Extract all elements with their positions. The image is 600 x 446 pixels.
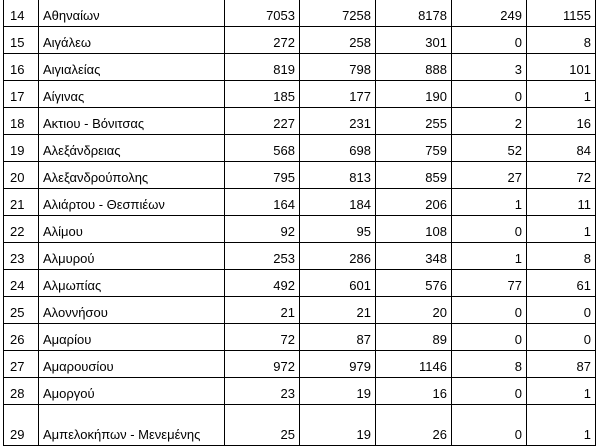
value-col-4: 0 <box>452 81 527 108</box>
value-col-2: 95 <box>300 216 376 243</box>
table-row <box>4 0 596 27</box>
value-col-4: 0 <box>452 216 527 243</box>
value-col-3: 206 <box>376 189 452 216</box>
value-col-3: 190 <box>376 81 452 108</box>
row-index: 15 <box>4 27 39 54</box>
value-col-4: 1 <box>452 189 527 216</box>
value-col-3: 888 <box>376 54 452 81</box>
table-row <box>4 351 596 378</box>
value-col-5: 72 <box>527 162 596 189</box>
value-col-4: 77 <box>452 270 527 297</box>
row-index: 25 <box>4 297 39 324</box>
value-col-3: 26 <box>376 405 452 446</box>
table-row <box>4 189 596 216</box>
value-col-4: 52 <box>452 135 527 162</box>
value-col-1: 72 <box>225 324 300 351</box>
value-col-2: 19 <box>300 378 376 405</box>
row-index: 17 <box>4 81 39 108</box>
value-col-2: 231 <box>300 108 376 135</box>
value-col-5: 1 <box>527 81 596 108</box>
municipality-name: Αλεξάνδρειας <box>39 135 225 162</box>
value-col-2: 19 <box>300 405 376 446</box>
value-col-4: 0 <box>452 405 527 446</box>
value-col-3: 1146 <box>376 351 452 378</box>
value-col-1: 23 <box>225 378 300 405</box>
value-col-5: 0 <box>527 324 596 351</box>
table-row <box>4 324 596 351</box>
value-col-5: 101 <box>527 54 596 81</box>
value-col-2: 7258 <box>300 0 376 27</box>
value-col-4: 0 <box>452 27 527 54</box>
data-table <box>3 0 596 446</box>
table-row <box>4 27 596 54</box>
municipality-name: Αμαρουσίου <box>39 351 225 378</box>
table-row <box>4 108 596 135</box>
value-col-1: 819 <box>225 54 300 81</box>
value-col-1: 7053 <box>225 0 300 27</box>
value-col-2: 258 <box>300 27 376 54</box>
value-col-3: 255 <box>376 108 452 135</box>
value-col-2: 979 <box>300 351 376 378</box>
municipality-name: Αίγινας <box>39 81 225 108</box>
row-index: 20 <box>4 162 39 189</box>
value-col-5: 1 <box>527 378 596 405</box>
value-col-5: 1155 <box>527 0 596 27</box>
municipality-name: Αλμυρού <box>39 243 225 270</box>
row-index: 28 <box>4 378 39 405</box>
value-col-5: 61 <box>527 270 596 297</box>
value-col-3: 759 <box>376 135 452 162</box>
row-index: 23 <box>4 243 39 270</box>
value-col-5: 11 <box>527 189 596 216</box>
value-col-2: 177 <box>300 81 376 108</box>
municipality-name: Αθηναίων <box>39 0 225 27</box>
row-index: 19 <box>4 135 39 162</box>
municipality-name: Αλεξανδρούπολης <box>39 162 225 189</box>
value-col-5: 1 <box>527 405 596 446</box>
municipality-name: Ακτιου - Βόνιτσας <box>39 108 225 135</box>
municipality-name: Αμαρίου <box>39 324 225 351</box>
value-col-1: 185 <box>225 81 300 108</box>
value-col-1: 795 <box>225 162 300 189</box>
value-col-2: 87 <box>300 324 376 351</box>
value-col-3: 301 <box>376 27 452 54</box>
table-row <box>4 405 596 446</box>
table-row <box>4 81 596 108</box>
row-index: 14 <box>4 0 39 27</box>
value-col-1: 21 <box>225 297 300 324</box>
value-col-4: 0 <box>452 297 527 324</box>
value-col-4: 1 <box>452 243 527 270</box>
value-col-1: 25 <box>225 405 300 446</box>
value-col-1: 972 <box>225 351 300 378</box>
row-index: 26 <box>4 324 39 351</box>
table-row <box>4 216 596 243</box>
table-row <box>4 162 596 189</box>
value-col-3: 89 <box>376 324 452 351</box>
value-col-3: 108 <box>376 216 452 243</box>
value-col-5: 1 <box>527 216 596 243</box>
value-col-2: 601 <box>300 270 376 297</box>
value-col-2: 798 <box>300 54 376 81</box>
value-col-4: 0 <box>452 324 527 351</box>
municipality-name: Αλοννήσου <box>39 297 225 324</box>
value-col-1: 568 <box>225 135 300 162</box>
value-col-2: 286 <box>300 243 376 270</box>
value-col-1: 227 <box>225 108 300 135</box>
municipality-name: Αιγάλεω <box>39 27 225 54</box>
row-index: 16 <box>4 54 39 81</box>
value-col-5: 8 <box>527 243 596 270</box>
value-col-5: 0 <box>527 297 596 324</box>
table-body <box>4 0 596 446</box>
value-col-3: 16 <box>376 378 452 405</box>
table-row <box>4 270 596 297</box>
municipality-name: Αλίμου <box>39 216 225 243</box>
value-col-2: 21 <box>300 297 376 324</box>
value-col-5: 87 <box>527 351 596 378</box>
table-row <box>4 378 596 405</box>
table-row <box>4 243 596 270</box>
value-col-5: 84 <box>527 135 596 162</box>
value-col-3: 8178 <box>376 0 452 27</box>
value-col-1: 92 <box>225 216 300 243</box>
municipality-name: Αμοργού <box>39 378 225 405</box>
value-col-3: 576 <box>376 270 452 297</box>
value-col-4: 8 <box>452 351 527 378</box>
value-col-2: 813 <box>300 162 376 189</box>
value-col-2: 698 <box>300 135 376 162</box>
row-index: 22 <box>4 216 39 243</box>
municipality-name: Αιγιαλείας <box>39 54 225 81</box>
value-col-1: 272 <box>225 27 300 54</box>
value-col-3: 348 <box>376 243 452 270</box>
value-col-1: 164 <box>225 189 300 216</box>
value-col-1: 492 <box>225 270 300 297</box>
value-col-3: 859 <box>376 162 452 189</box>
row-index: 24 <box>4 270 39 297</box>
value-col-4: 27 <box>452 162 527 189</box>
value-col-4: 0 <box>452 378 527 405</box>
value-col-4: 249 <box>452 0 527 27</box>
municipality-name: Αμπελοκήπων - Μενεμένης <box>39 405 225 446</box>
value-col-3: 20 <box>376 297 452 324</box>
table-row <box>4 135 596 162</box>
municipality-name: Αλιάρτου - Θεσπιέων <box>39 189 225 216</box>
table-row <box>4 297 596 324</box>
value-col-2: 184 <box>300 189 376 216</box>
row-index: 18 <box>4 108 39 135</box>
value-col-5: 16 <box>527 108 596 135</box>
table-row <box>4 54 596 81</box>
municipality-name: Αλμωπίας <box>39 270 225 297</box>
value-col-5: 8 <box>527 27 596 54</box>
row-index: 27 <box>4 351 39 378</box>
value-col-4: 2 <box>452 108 527 135</box>
value-col-1: 253 <box>225 243 300 270</box>
row-index: 21 <box>4 189 39 216</box>
row-index: 29 <box>4 405 39 446</box>
value-col-4: 3 <box>452 54 527 81</box>
